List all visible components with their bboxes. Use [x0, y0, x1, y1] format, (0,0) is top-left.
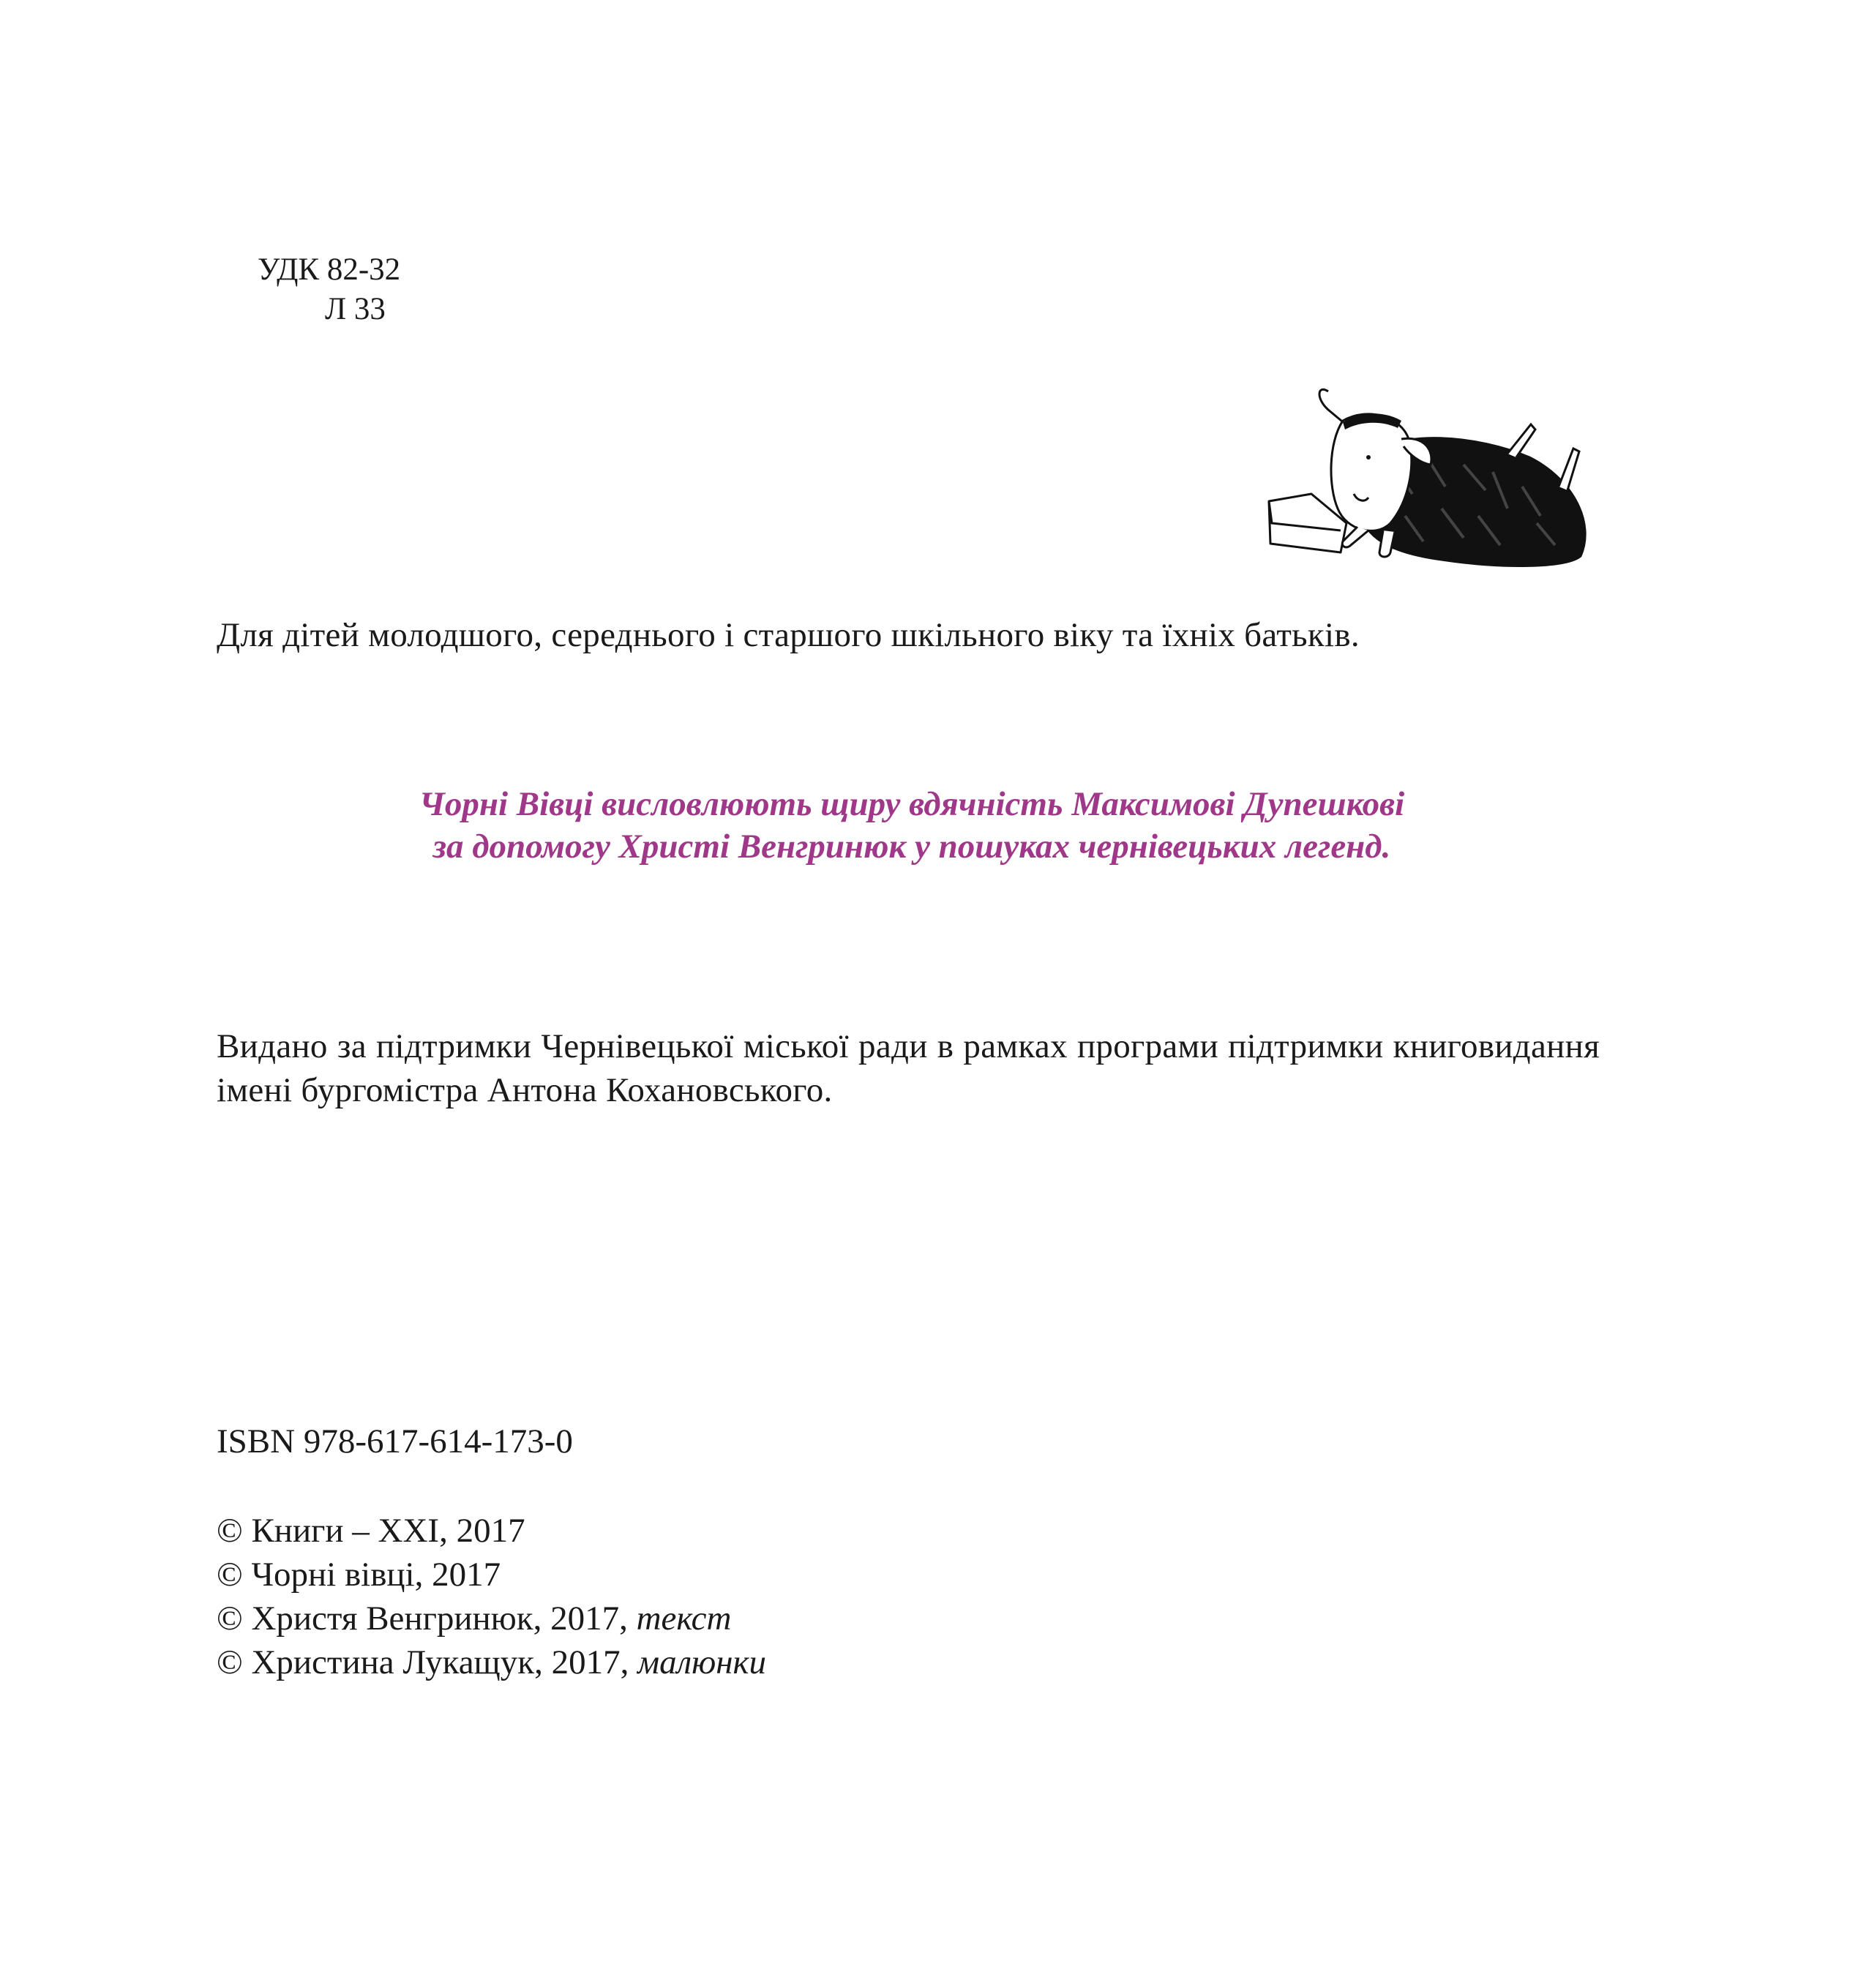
copyright-holder: © Христя Венгринюк, 2017, — [217, 1599, 628, 1638]
copyright-line — [217, 1640, 766, 1684]
copyright-line — [217, 1597, 766, 1640]
audience-note: Для дітей молодшого, середнього і старшого шкільного віку та їхніх батьків. — [217, 616, 1360, 654]
black-sheep-reading-icon — [1259, 377, 1603, 574]
udk-block — [258, 250, 400, 329]
acknowledgement-line-2: за допомогу Христі Венгринюк у пошуках чернівецьких легенд. — [432, 828, 1391, 866]
copyright-holder: © Чорні вівці, 2017 — [217, 1556, 501, 1594]
copyright-holder: © Христина Лукащук, 2017, — [217, 1643, 629, 1681]
copyright-role: малюнки — [637, 1643, 767, 1681]
copyright-line — [217, 1509, 766, 1553]
isbn: ISBN 978-617-614-173-0 — [217, 1422, 573, 1460]
udk-index: Л 33 — [325, 292, 386, 326]
copyright-role: текст — [636, 1599, 732, 1638]
udk-code: УДК 82-32 — [258, 252, 401, 287]
copyright-list — [217, 1509, 766, 1684]
acknowledgement — [217, 783, 1607, 868]
copyright-holder: © Книги – XXI, 2017 — [217, 1512, 525, 1550]
acknowledgement-line-1: Чорні Вівці висловлюють щиру вдячність Максимові Дупешкові — [419, 785, 1405, 823]
funding-note: Видано за підтримки Чернівецької міської ради в рамках програми підтримки книговидання імені бургомістра Антона Кохановського. — [217, 1027, 1600, 1109]
copyright-line — [217, 1553, 766, 1597]
